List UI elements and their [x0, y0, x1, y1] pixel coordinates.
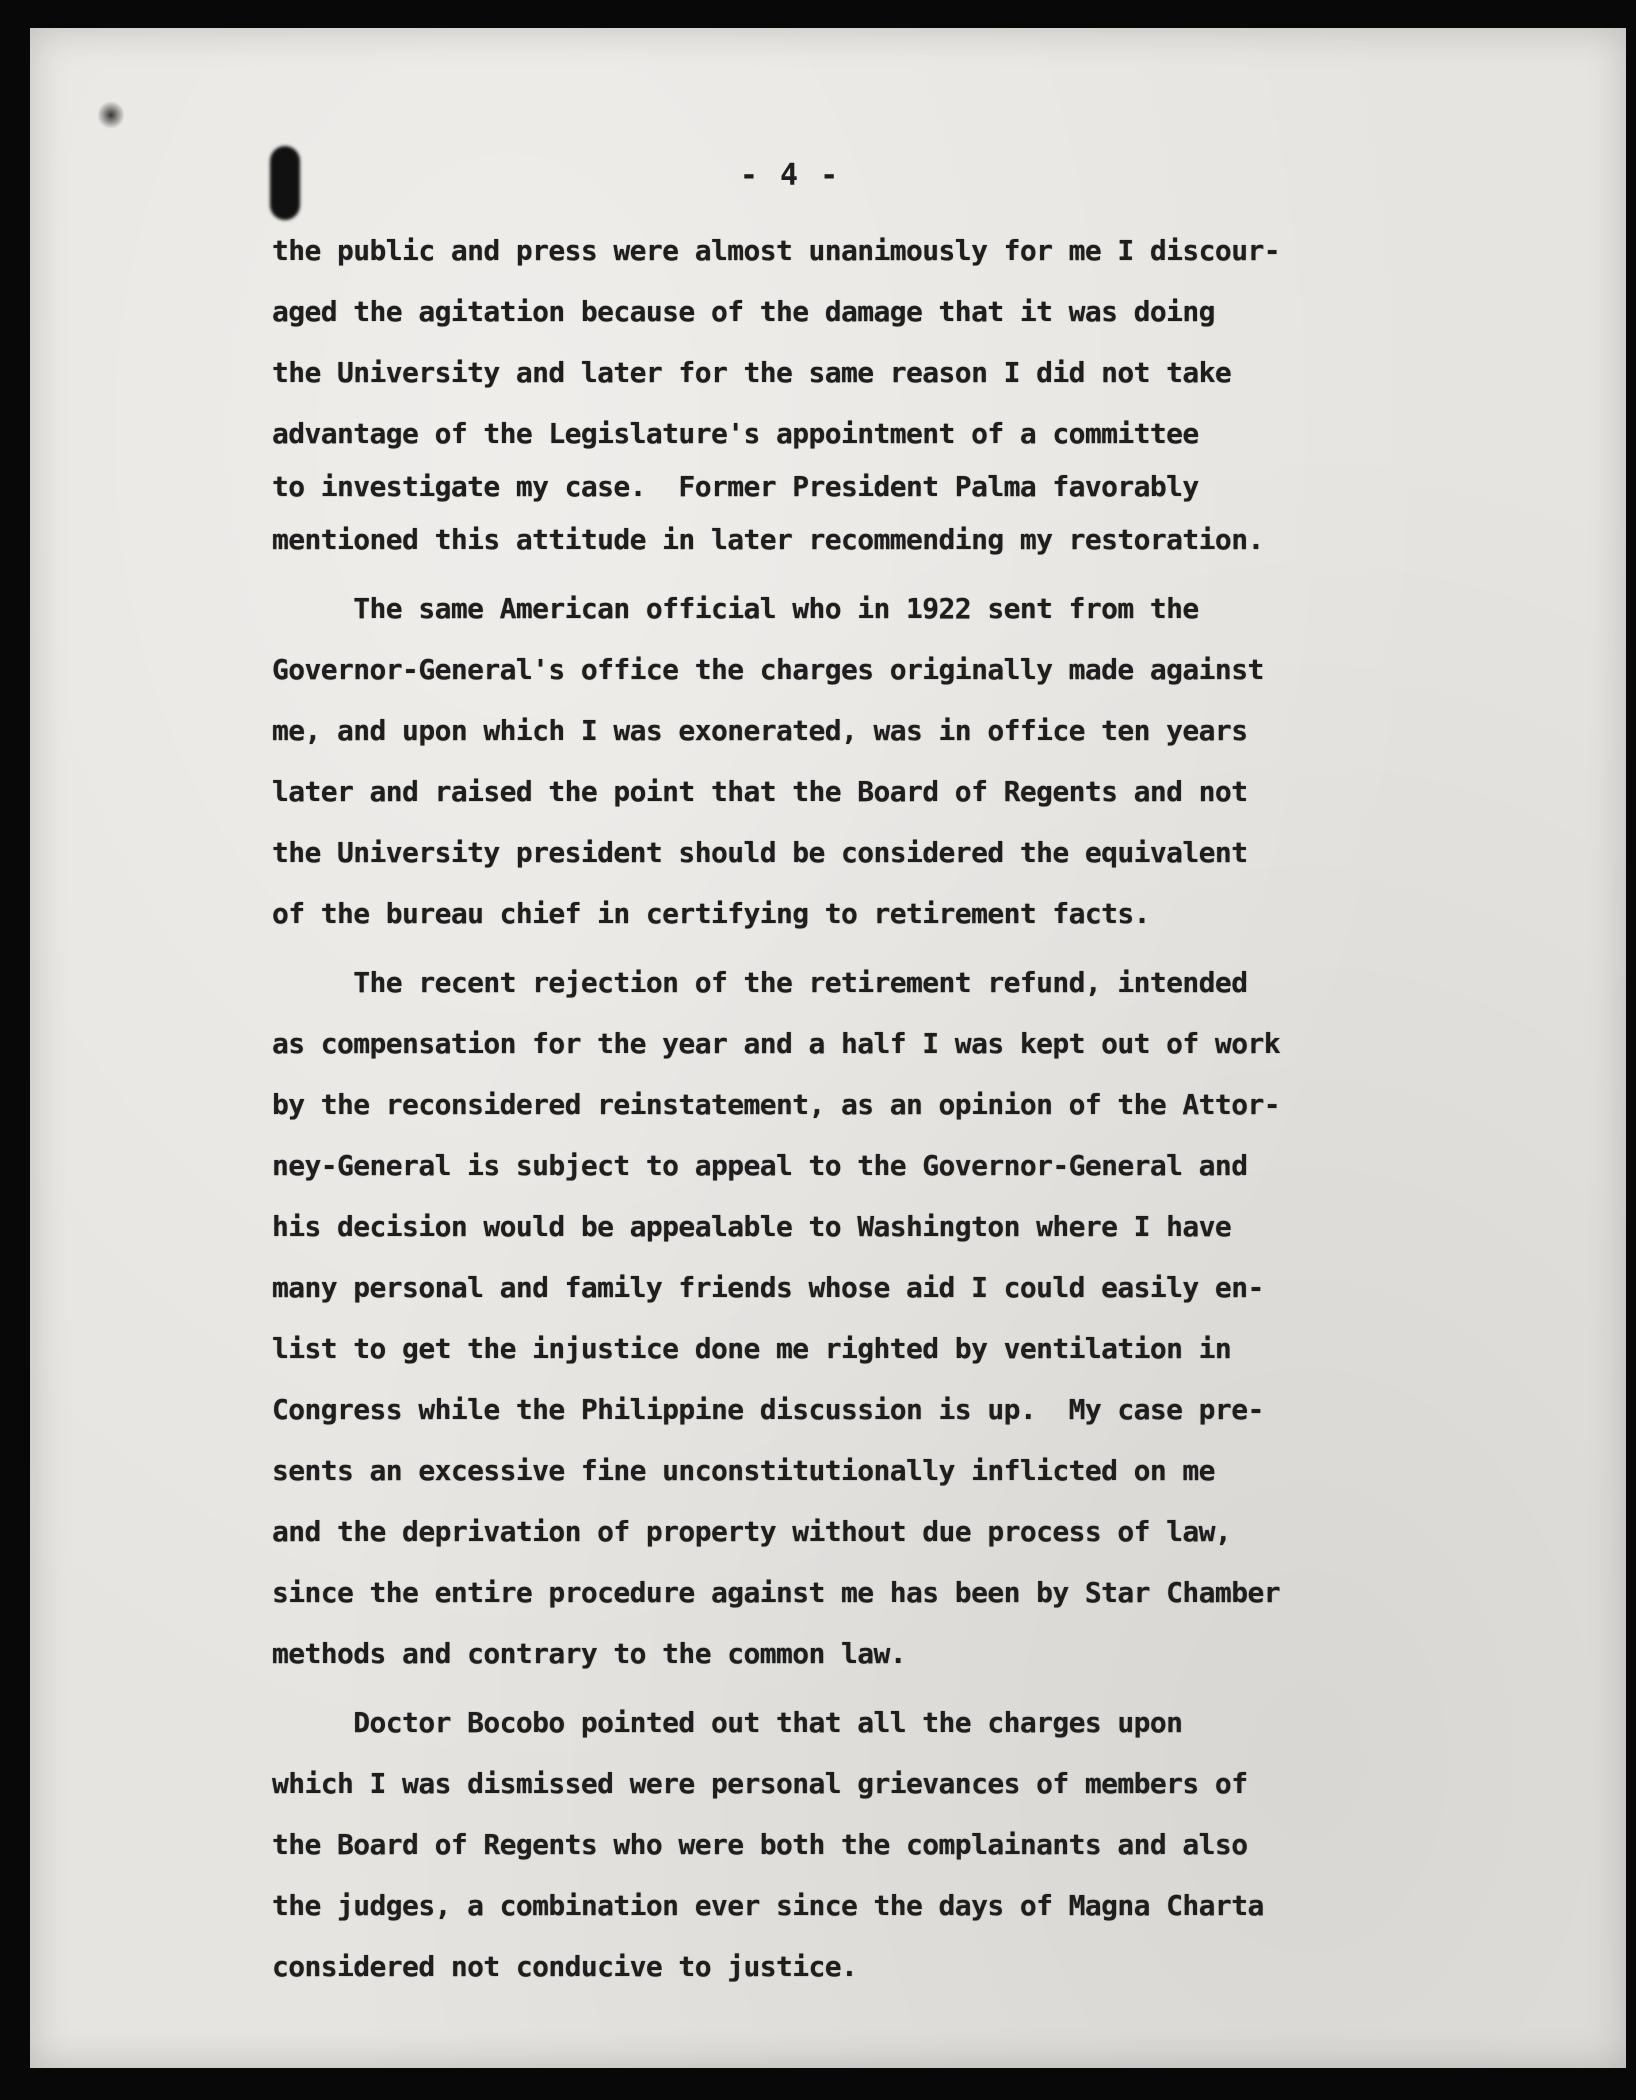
text-line: by the reconsidered reinstatement, as an opinion of the Attor-	[272, 1088, 1280, 1121]
text-line: his decision would be appealable to Washington where I have	[272, 1210, 1232, 1243]
text-line: and the deprivation of property without due process of law,	[272, 1515, 1232, 1548]
text-line: The same American official who in 1922 sent from the	[272, 592, 1199, 625]
text-line: ney-General is subject to appeal to the Governor-General and	[272, 1149, 1248, 1182]
paragraph-gap	[272, 1684, 1522, 1692]
text-line: the public and press were almost unanimously for me I discour-	[272, 234, 1280, 267]
paragraph-1	[272, 220, 1522, 570]
document-body	[272, 220, 1522, 1997]
text-line: as compensation for the year and a half I was kept out of work	[272, 1027, 1280, 1060]
text-line: the University and later for the same reason I did not take	[272, 356, 1232, 389]
text-line: of the bureau chief in certifying to retirement facts.	[272, 897, 1150, 930]
text-line: since the entire procedure against me has been by Star Chamber	[272, 1576, 1280, 1609]
text-line: considered not conducive to justice.	[272, 1950, 858, 1983]
text-line: methods and contrary to the common law.	[272, 1637, 907, 1670]
text-line: mentioned this attitude in later recommending my restoration.	[272, 523, 1264, 556]
text-line: the Board of Regents who were both the complainants and also	[272, 1828, 1248, 1861]
text-line: to investigate my case. Former President Palma favorably	[272, 470, 1199, 503]
text-line: Congress while the Philippine discussion is up. My case pre-	[272, 1393, 1264, 1426]
paragraph-3	[272, 952, 1522, 1684]
paragraph-4	[272, 1692, 1522, 1997]
paragraph-gap	[272, 570, 1522, 578]
text-line: The recent rejection of the retirement refund, intended	[272, 966, 1248, 999]
text-line: many personal and family friends whose aid I could easily en-	[272, 1271, 1264, 1304]
ink-speck	[98, 100, 124, 130]
text-line: the judges, a combination ever since the days of Magna Charta	[272, 1889, 1264, 1922]
text-line: the University president should be considered the equivalent	[272, 836, 1248, 869]
text-line: sents an excessive fine unconstitutionally inflicted on me	[272, 1454, 1215, 1487]
paragraph-gap	[272, 944, 1522, 952]
document-page	[30, 28, 1626, 2068]
text-line: later and raised the point that the Board of Regents and not	[272, 775, 1248, 808]
punch-hole-mark	[270, 146, 300, 220]
paragraph-2	[272, 578, 1522, 944]
text-line: aged the agitation because of the damage that it was doing	[272, 295, 1215, 328]
text-line: list to get the injustice done me righted by ventilation in	[272, 1332, 1232, 1365]
page-number: - 4 -	[739, 158, 841, 193]
text-line: Doctor Bocobo pointed out that all the charges upon	[272, 1706, 1183, 1739]
text-line: which I was dismissed were personal grievances of members of	[272, 1767, 1248, 1800]
text-line: advantage of the Legislature's appointment of a committee	[272, 417, 1199, 450]
text-line: Governor-General's office the charges originally made against	[272, 653, 1264, 686]
text-line: me, and upon which I was exonerated, was in office ten years	[272, 714, 1248, 747]
